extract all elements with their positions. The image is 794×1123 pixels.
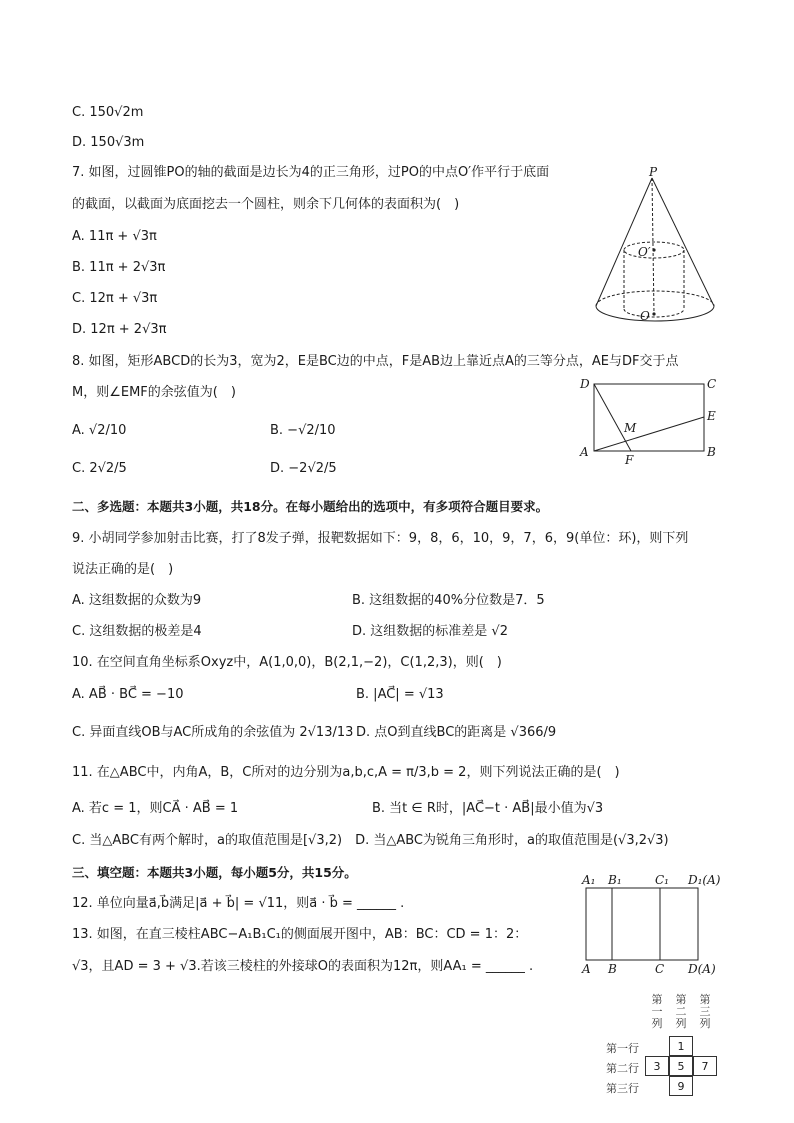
unfold-label-a: A [582,962,591,976]
q10-option-a: A. AB⃗ · BC⃗ = −10 [72,687,184,702]
q9-stem-line2: 说法正确的是( ) [72,562,174,577]
q11-option-b: B. 当t ∈ R时，|AC⃗−t · AB⃗|最小值为√3 [372,801,604,816]
q7-stem-line2: 的截面，以截面为底面挖去一个圆柱，则余下几何体的表面积为( ) [72,197,460,212]
section-3-heading: 三、填空题：本题共3小题，每小题5分，共15分。 [72,865,357,880]
q8-option-b: B. −√2/10 [270,423,336,438]
rect-label-a: A [580,445,589,459]
q7-option-b: B. 11π + 2√3π [72,260,166,275]
grid-cell-r2c3: 7 [693,1056,717,1076]
q6-option-c: C. 150√2m [72,105,144,120]
grid-cell-r3c2: 9 [669,1076,693,1096]
rect-label-m: M [624,421,637,435]
q9-option-b: B. 这组数据的40%分位数是7．5 [352,593,545,608]
unfold-label-a1: A₁ [582,873,596,887]
q7-option-c: C. 12π + √3π [72,291,158,306]
unfold-label-d1: D₁(A) [688,873,721,887]
q8-stem-line2: M，则∠EMF的余弦值为( ) [72,385,236,400]
q7-option-a: A. 11π + √3π [72,229,157,244]
q6-option-d: D. 150√3m [72,135,145,150]
cone-label-o: O [640,309,650,323]
q9-option-d: D. 这组数据的标准差是 √2 [352,624,508,639]
rect-label-e: E [707,409,716,423]
cone-label-o-prime: O′ [638,245,651,259]
unfold-label-c: C [655,962,665,976]
q10-option-b: B. |AC⃗| = √13 [356,687,444,702]
q7-option-d: D. 12π + 2√3π [72,322,167,337]
grid-col-header-2: 第二列 [675,993,687,1030]
q13-stem-line1: 13. 如图，在直三棱柱ABC−A₁B₁C₁的侧面展开图中，AB：BC：CD = 1：2： [72,927,528,942]
q8-option-d: D. −2√2/5 [270,461,337,476]
q10-option-d: D. 点O到直线BC的距离是 √366/9 [356,725,557,740]
grid-cell-r2c2: 5 [669,1056,693,1076]
cone-figure [586,164,726,340]
unfolded-prism-figure [578,872,728,978]
unfold-label-c1: C₁ [655,873,669,887]
q8-option-c: C. 2√2/5 [72,461,127,476]
q12-stem: 12. 单位向量a⃗,b⃗满足|a⃗ + b⃗| = √11，则a⃗ · b⃗ = ______ . [72,896,405,911]
section-2-heading: 二、多选题：本题共3小题，共18分。在每小题给出的选项中，有多项符合题目要求。 [72,499,549,514]
grid-cell-r1c2: 1 [669,1036,693,1056]
cone-label-p: P [649,165,658,179]
q10-stem: 10. 在空间直角坐标系Oxyz中，A(1,0,0)，B(2,1,−2)，C(1,2,3)，则( ) [72,655,502,670]
rect-label-f: F [625,453,634,467]
q7-stem-line1: 7. 如图，过圆锥PO的轴的截面是边长为4的正三角形，过PO的中点O′作平行于底面 [72,165,550,180]
q11-stem: 11. 在△ABC中，内角A，B，C所对的边分别为a,b,c,A = π/3,b = 2，则下列说法正确的是( ) [72,765,620,780]
grid-col-header-3: 第三列 [699,993,711,1030]
grid-cell-r2c1: 3 [645,1056,669,1076]
unfold-label-b1: B₁ [608,873,622,887]
unfold-label-d: D(A) [688,962,716,976]
rect-label-b: B [707,445,716,459]
q10-option-c: C. 异面直线OB与AC所成角的余弦值为 2√13/13 [72,725,354,740]
rect-label-c: C [707,377,717,391]
unfold-label-b: B [608,962,617,976]
rectangle-figure [576,372,726,468]
q8-stem-line1: 8. 如图，矩形ABCD的长为3，宽为2，E是BC边的中点，F是AB边上靠近点A的三等分点，AE与DF交于点 [72,354,679,369]
q13-stem-line2: √3，且AD = 3 + √3.若该三棱柱的外接球O的表面积为12π，则AA₁ = ______ . [72,959,534,974]
grid-col-header-1: 第一列 [651,993,663,1030]
q9-option-a: A. 这组数据的众数为9 [72,593,202,608]
rect-label-d: D [580,377,590,391]
q9-stem-line1: 9. 小胡同学参加射击比赛，打了8发子弹，报靶数据如下：9，8，6，10，9，7，6，9(单位：环)，则下列 [72,531,689,546]
grid-row-header-2: 第二行 [606,1062,639,1075]
q8-option-a: A. √2/10 [72,423,127,438]
grid-row-header-1: 第一行 [606,1042,639,1055]
grid-row-header-3: 第三行 [606,1082,639,1095]
q11-option-a: A. 若c = 1，则CA⃗ · AB⃗ = 1 [72,801,239,816]
q11-options-cd: C. 当△ABC有两个解时，a的取值范围是[√3,2) D. 当△ABC为锐角三角形时，a的取值范围是(√3,2√3) [72,833,669,848]
q9-option-c: C. 这组数据的极差是4 [72,624,202,639]
